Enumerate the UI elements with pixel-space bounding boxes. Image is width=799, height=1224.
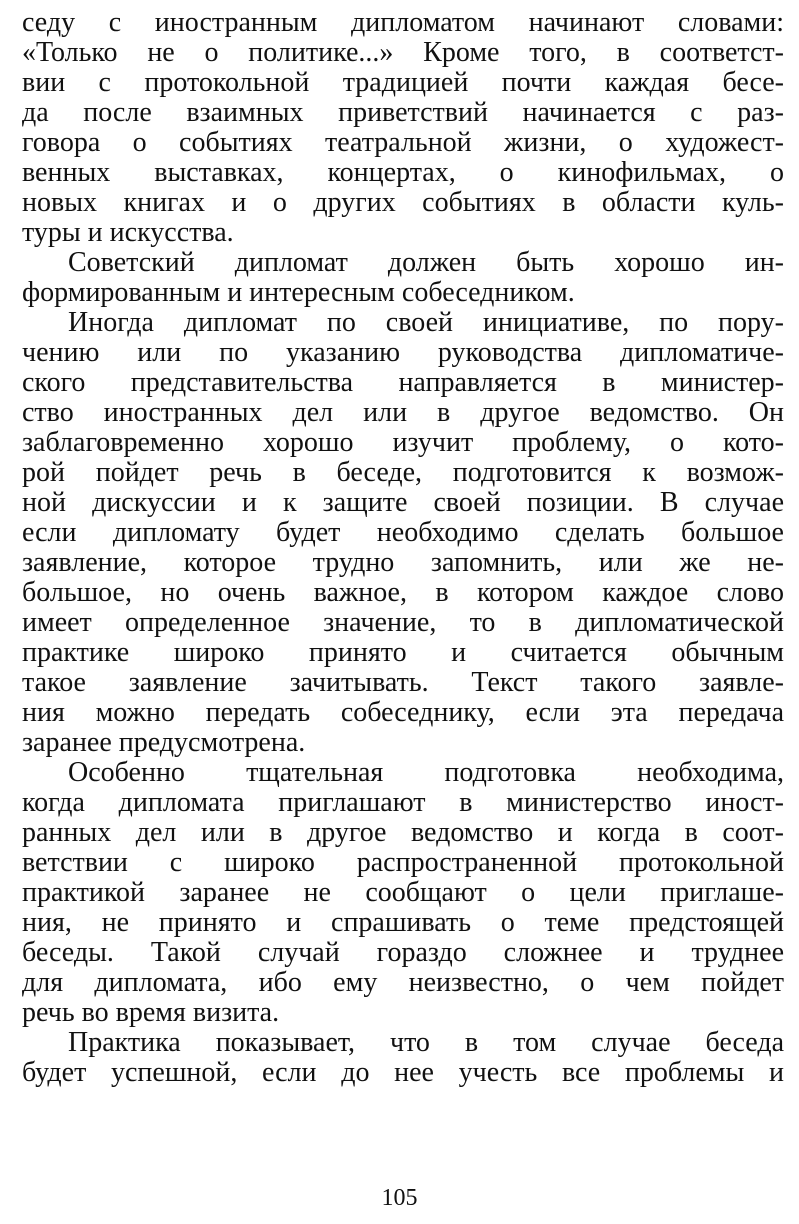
paragraph <box>22 248 784 308</box>
text-line: такое заявление зачитывать. Текст такого заявле- <box>22 667 784 698</box>
text-line: практикой заранее не сообщают о цели приглаше- <box>22 877 784 908</box>
text-line: заблаговременно хорошо изучит проблему, о кото- <box>22 427 784 458</box>
page-text <box>22 8 784 1088</box>
paragraph <box>22 8 784 248</box>
text-line: чению или по указанию руководства дипломатиче- <box>22 337 784 368</box>
text-line: заявление, которое трудно запомнить, или же не- <box>22 547 784 578</box>
text-line: формированным и интересным собеседником. <box>22 277 575 308</box>
text-line: если дипломату будет необходимо сделать большое <box>22 517 784 548</box>
text-line: седу с иностранным дипломатом начинают словами: <box>22 7 784 38</box>
paragraph <box>22 1028 784 1088</box>
text-line: Особенно тщательная подготовка необходима, <box>68 757 784 788</box>
page-number: 105 <box>381 1185 418 1211</box>
text-line: туры и искусства. <box>22 217 234 248</box>
text-line: ной дискуссии и к защите своей позиции. В случае <box>22 487 784 518</box>
text-line: практике широко принято и считается обычным <box>22 637 784 668</box>
text-line: будет успешной, если до нее учесть все проблемы и <box>22 1057 784 1088</box>
text-line: имеет определенное значение, то в дипломатической <box>22 607 784 638</box>
text-line: заранее предусмотрена. <box>22 727 306 758</box>
text-line: ветствии с широко распространенной протокольной <box>22 847 784 878</box>
text-line: Практика показывает, что в том случае беседа <box>68 1027 784 1058</box>
text-line: для дипломата, ибо ему неизвестно, о чем пойдет <box>22 967 784 998</box>
text-line: беседы. Такой случай гораздо сложнее и труднее <box>22 937 784 968</box>
text-line: Иногда дипломат по своей инициативе, по пору- <box>68 307 784 338</box>
text-line: когда дипломата приглашают в министерство иност- <box>22 787 784 818</box>
text-line: рой пойдет речь в беседе, подготовится к возмож- <box>22 457 784 488</box>
text-line: большое, но очень важное, в котором каждое слово <box>22 577 784 608</box>
text-line: ство иностранных дел или в другое ведомство. Он <box>22 397 784 428</box>
text-line: ния можно передать собеседнику, если эта передача <box>22 697 784 728</box>
text-line: да после взаимных приветствий начинается с раз- <box>22 97 784 128</box>
text-line: ского представительства направляется в министер- <box>22 367 784 398</box>
text-line: ранных дел или в другое ведомство и когда в соот- <box>22 817 784 848</box>
paragraph <box>22 758 784 1028</box>
text-line: «Только не о политике...» Кроме того, в соответст- <box>22 37 784 68</box>
text-line: новых книгах и о других событиях в области куль- <box>22 187 784 218</box>
text-line: венных выставках, концертах, о кинофильмах, о <box>22 157 784 188</box>
text-line: говора о событиях театральной жизни, о художест- <box>22 127 784 158</box>
paragraph <box>22 308 784 758</box>
text-line: ния, не принято и спрашивать о теме предстоящей <box>22 907 784 938</box>
text-line: вии с протокольной традицией почти каждая бесе- <box>22 67 784 98</box>
text-line: Советский дипломат должен быть хорошо ин- <box>68 247 784 278</box>
text-line: речь во время визита. <box>22 997 280 1028</box>
